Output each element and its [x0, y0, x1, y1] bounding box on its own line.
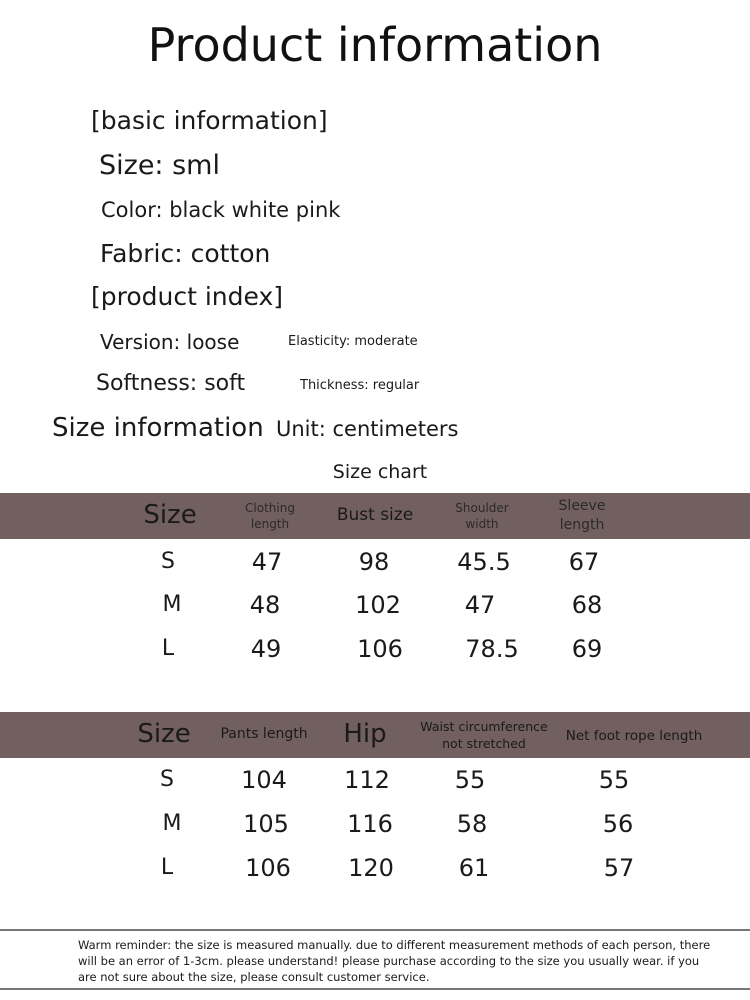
bottom-divider: [0, 988, 750, 990]
top-header-shoulder-width: Shoulder width: [455, 501, 509, 531]
elasticity-line: Elasticity: moderate: [288, 334, 418, 349]
size-line: Size: sml: [99, 150, 220, 181]
table-cell: 48: [249, 591, 281, 619]
top-header-sleeve-length: Sleeve length: [558, 498, 606, 533]
table-cell: S: [161, 549, 175, 574]
page-title: Product information: [147, 18, 603, 72]
fabric-line: Fabric: cotton: [100, 239, 271, 268]
table-cell: 106: [357, 635, 403, 663]
size-information-heading: Size information: [52, 413, 264, 443]
table-cell: 78.5: [465, 635, 519, 663]
top-divider: [0, 929, 750, 931]
warm-reminder-note: Warm reminder: the size is measured manually. due to different measurement methods of each person, there will be an error of 1-3cm. please understand! please purchase according to the size you usually wear. if you are not sure about the size, please consult customer service.: [78, 938, 711, 984]
table-cell: S: [160, 767, 174, 792]
table-cell: 49: [250, 635, 282, 663]
table-cell: L: [161, 636, 175, 661]
top-header-clothing-length: Clothing length: [245, 501, 295, 531]
table-cell: 55: [598, 766, 630, 794]
table-cell: M: [162, 592, 182, 617]
table-cell: M: [162, 811, 182, 836]
table-cell: 55: [454, 766, 486, 794]
table-cell: 112: [344, 766, 390, 794]
table-cell: 102: [355, 591, 401, 619]
table-cell: L: [160, 855, 174, 880]
top-header-bust-size: Bust size: [336, 505, 414, 525]
table-cell: 106: [245, 854, 291, 882]
table-cell: 61: [458, 854, 490, 882]
size-chart-title: Size chart: [332, 461, 428, 483]
top-header-size: Size: [143, 500, 197, 530]
table-cell: 104: [241, 766, 287, 794]
bottom-header-net-foot-rope-length: Net foot rope length: [565, 728, 703, 744]
table-cell: 56: [602, 810, 634, 838]
table-cell: 116: [347, 810, 393, 838]
unit-line: Unit: centimeters: [276, 417, 459, 441]
table-cell: 69: [571, 635, 603, 663]
table-cell: 47: [251, 548, 283, 576]
table-cell: 98: [358, 548, 390, 576]
bottom-header-waist-circumference: Waist circumference not stretched: [420, 719, 548, 751]
basic-information-heading: [basic information]: [91, 106, 328, 135]
softness-line: Softness: soft: [96, 371, 246, 396]
table-cell: 68: [571, 591, 603, 619]
table-cell: 47: [464, 591, 496, 619]
table-cell: 105: [243, 810, 289, 838]
table-cell: 58: [456, 810, 488, 838]
table-cell: 45.5: [457, 548, 511, 576]
thickness-line: Thickness: regular: [300, 378, 420, 393]
table-cell: 57: [603, 854, 635, 882]
bottom-header-hip: Hip: [343, 719, 387, 749]
table-cell: 120: [348, 854, 394, 882]
table-cell: 67: [568, 548, 600, 576]
version-line: Version: loose: [100, 330, 240, 354]
color-line: Color: black white pink: [101, 198, 341, 222]
product-index-heading: [product index]: [91, 282, 284, 311]
bottom-header-size: Size: [137, 719, 191, 749]
bottom-header-pants-length: Pants length: [220, 726, 308, 742]
